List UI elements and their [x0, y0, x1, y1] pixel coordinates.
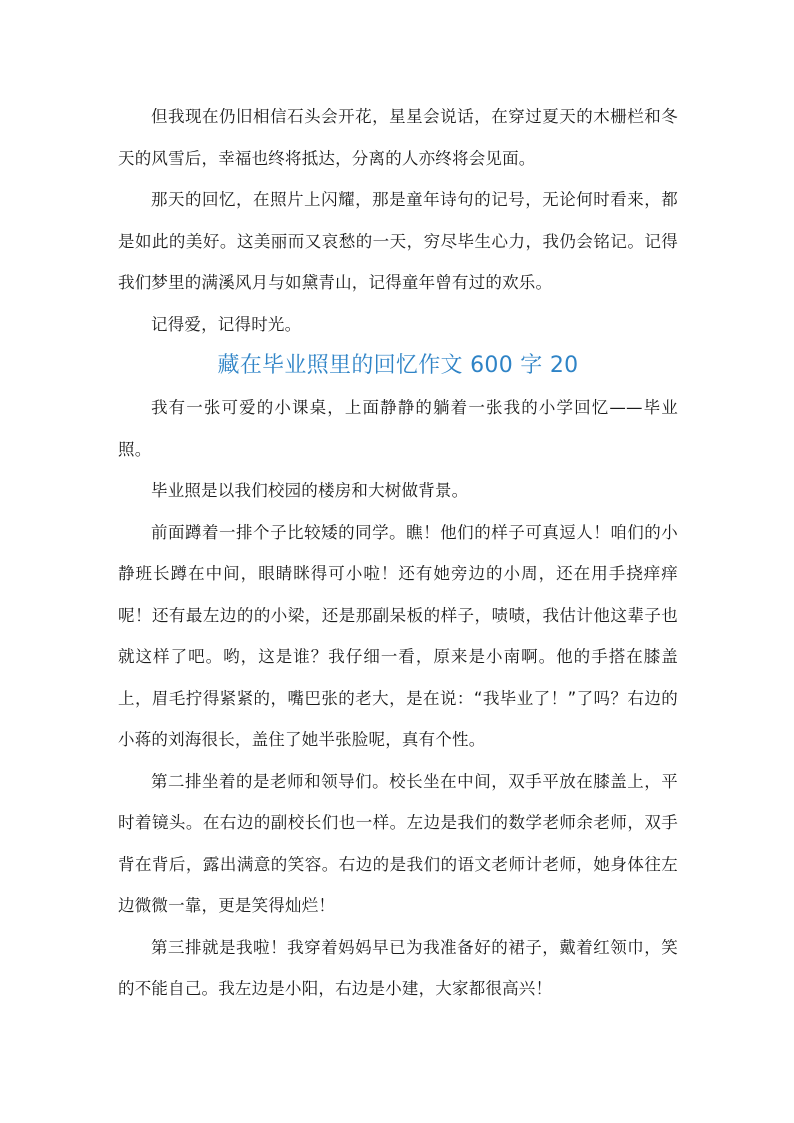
paragraph-third-row: 第三排就是我啦！我穿着妈妈早已为我准备好的裙子，戴着红领巾，笑的不能自己。我左边是小阳，右边是小建，大家都很高兴！: [118, 937, 678, 998]
paragraph-hope: 但我现在仍旧相信石头会开花，星星会说话，在穿过夏天的木栅栏和冬天的风雪后，幸福也终将抵达，分离的人亦终将会见面。: [118, 107, 678, 168]
paragraph-second-row: 第二排坐着的是老师和领导们。校长坐在中间，双手平放在膝盖上，平时着镜头。在右边的副校长们也一样。左边是我们的数学老师余老师，双手背在背后，露出满意的笑容。右边的是我们的语文老师计老师，她身体往左边微微一靠，更是笑得灿烂！: [118, 771, 678, 915]
paragraph-desk: 我有一张可爱的小课桌，上面静静的躺着一张我的小学回忆——毕业照。: [118, 398, 678, 459]
paragraph-background: 毕业照是以我们校园的楼房和大树做背景。: [151, 481, 469, 500]
essay-title: 藏在毕业照里的回忆作文 600 字 20: [217, 353, 579, 378]
paragraph-front-row: 前面蹲着一排个子比较矮的同学。瞧！他们的样子可真逗人！咱们的小静班长蹲在中间，眼睛眯得可小啦！还有她旁边的小周，还在用手挠痒痒呢！还有最左边的的小梁，还是那副呆板的样子，啧啧，我估计他这辈子也就这样了吧。哟，这是谁？我仔细一看，原来是小南啊。他的手搭在膝盖上，眉毛拧得紧紧的，嘴巴张的老大，是在说：“我毕业了！”了吗？右边的小蒋的刘海很长，盖住了她半张脸呢，真有个性。: [118, 522, 678, 749]
paragraph-remember: 记得爱，记得时光。: [151, 314, 302, 334]
document-page: [118, 96, 678, 1010]
paragraph-memory: 那天的回忆，在照片上闪耀，那是童年诗句的记号，无论何时看来，都是如此的美好。这美丽而又哀愁的一天，穷尽毕生心力，我仍会铭记。记得我们梦里的满溪风月与如黛青山，记得童年曾有过的欢乐。: [118, 190, 678, 292]
